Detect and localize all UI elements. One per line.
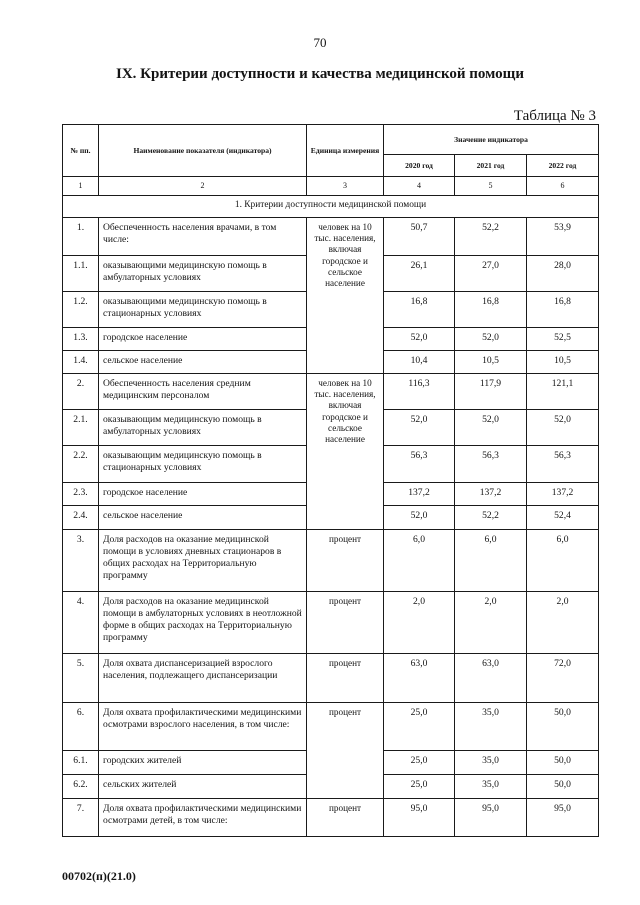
value-2022: 72,0 <box>527 654 599 703</box>
value-2021: 137,2 <box>455 483 527 506</box>
value-2020: 137,2 <box>384 483 455 506</box>
header-year-2020: 2020 год <box>384 155 455 177</box>
value-2021: 35,0 <box>455 775 527 799</box>
value-2020: 25,0 <box>384 775 455 799</box>
table-row <box>63 218 599 256</box>
header-unit: Единица измерения <box>307 125 384 177</box>
indicator-name: Обеспеченность населения средним медицинским персоналом <box>99 374 307 410</box>
value-2020: 16,8 <box>384 292 455 328</box>
value-2020: 116,3 <box>384 374 455 410</box>
row-number: 2.1. <box>63 410 99 446</box>
value-2020: 10,4 <box>384 351 455 374</box>
value-2021: 27,0 <box>455 256 527 292</box>
value-2021: 95,0 <box>455 799 527 837</box>
indicator-name: Доля расходов на оказание медицинской помощи в амбулаторных условиях в неотложной форме в общих расходах на Территориальную программу <box>99 592 307 654</box>
indicator-name: оказывающими медицинскую помощь в стационарных условиях <box>99 292 307 328</box>
row-number: 6. <box>63 703 99 751</box>
value-2021: 35,0 <box>455 703 527 751</box>
indicator-name: городских жителей <box>99 751 307 775</box>
value-2022: 50,0 <box>527 775 599 799</box>
indicator-name: городское население <box>99 483 307 506</box>
table-row <box>63 530 599 592</box>
value-2020: 56,3 <box>384 446 455 483</box>
row-number: 1.2. <box>63 292 99 328</box>
value-2020: 52,0 <box>384 506 455 530</box>
row-number: 6.2. <box>63 775 99 799</box>
value-2022: 53,9 <box>527 218 599 256</box>
table-row <box>63 703 599 751</box>
unit-cell: процент <box>307 703 384 799</box>
row-number: 1.3. <box>63 328 99 351</box>
row-number: 5. <box>63 654 99 703</box>
indicator-name: оказывающими медицинскую помощь в амбулаторных условиях <box>99 256 307 292</box>
value-2022: 2,0 <box>527 592 599 654</box>
indicators-table <box>62 124 599 837</box>
row-number: 3. <box>63 530 99 592</box>
column-number: 2 <box>99 177 307 196</box>
footer-document-code: 00702(п)(21.0) <box>62 869 136 883</box>
table-caption: Таблица № 3 <box>513 108 596 124</box>
unit-cell: процент <box>307 799 384 837</box>
indicator-name: оказывающим медицинскую помощь в стационарных условиях <box>99 446 307 483</box>
section-row-label: 1. Критерии доступности медицинской помощи <box>63 196 599 218</box>
unit-cell: процент <box>307 654 384 703</box>
column-number: 6 <box>527 177 599 196</box>
unit-cell: процент <box>307 530 384 592</box>
value-2022: 52,5 <box>527 328 599 351</box>
value-2022: 52,0 <box>527 410 599 446</box>
page-number: 70 <box>313 35 327 50</box>
value-2020: 6,0 <box>384 530 455 592</box>
row-number: 2. <box>63 374 99 410</box>
indicator-name: городское население <box>99 328 307 351</box>
indicator-name: сельское население <box>99 506 307 530</box>
header-year-2022: 2022 год <box>527 155 599 177</box>
row-number: 7. <box>63 799 99 837</box>
value-2021: 10,5 <box>455 351 527 374</box>
column-number: 5 <box>455 177 527 196</box>
row-number: 1.4. <box>63 351 99 374</box>
value-2022: 52,4 <box>527 506 599 530</box>
value-2021: 35,0 <box>455 751 527 775</box>
value-2022: 50,0 <box>527 751 599 775</box>
indicator-name: Доля охвата профилактическими медицинскими осмотрами детей, в том числе: <box>99 799 307 837</box>
value-2021: 6,0 <box>455 530 527 592</box>
header-name: Наименование показателя (индикатора) <box>99 125 307 177</box>
value-2020: 25,0 <box>384 751 455 775</box>
indicator-name: Доля расходов на оказание медицинской помощи в условиях дневных стационаров в общих расходах на Территориальную программу <box>99 530 307 592</box>
unit-cell: процент <box>307 592 384 654</box>
table-row <box>63 799 599 837</box>
row-number: 1.1. <box>63 256 99 292</box>
row-number: 4. <box>63 592 99 654</box>
value-2021: 63,0 <box>455 654 527 703</box>
indicator-name: сельское население <box>99 351 307 374</box>
value-2021: 52,0 <box>455 410 527 446</box>
table-row <box>63 592 599 654</box>
value-2022: 10,5 <box>527 351 599 374</box>
section-row <box>63 196 599 218</box>
value-2020: 95,0 <box>384 799 455 837</box>
indicator-name: оказывающим медицинскую помощь в амбулаторных условиях <box>99 410 307 446</box>
column-number-row <box>63 177 599 196</box>
value-2020: 52,0 <box>384 410 455 446</box>
unit-cell: человек на 10 тыс. населения, включая городское и сельское население <box>307 374 384 530</box>
value-2020: 50,7 <box>384 218 455 256</box>
column-number: 1 <box>63 177 99 196</box>
value-2020: 25,0 <box>384 703 455 751</box>
value-2022: 28,0 <box>527 256 599 292</box>
row-number: 2.4. <box>63 506 99 530</box>
column-number: 3 <box>307 177 384 196</box>
value-2022: 56,3 <box>527 446 599 483</box>
row-number: 1. <box>63 218 99 256</box>
indicator-name: Доля охвата профилактическими медицинскими осмотрами взрослого населения, в том числе: <box>99 703 307 751</box>
table-row <box>63 654 599 703</box>
value-2020: 26,1 <box>384 256 455 292</box>
value-2021: 52,0 <box>455 328 527 351</box>
value-2021: 52,2 <box>455 218 527 256</box>
section-title: IX. Критерии доступности и качества медицинской помощи <box>116 66 524 82</box>
header-year-2021: 2021 год <box>455 155 527 177</box>
value-2022: 6,0 <box>527 530 599 592</box>
row-number: 2.2. <box>63 446 99 483</box>
row-number: 2.3. <box>63 483 99 506</box>
value-2022: 16,8 <box>527 292 599 328</box>
value-2022: 50,0 <box>527 703 599 751</box>
row-number: 6.1. <box>63 751 99 775</box>
value-2021: 2,0 <box>455 592 527 654</box>
value-2021: 117,9 <box>455 374 527 410</box>
unit-cell: человек на 10 тыс. населения, включая городское и сельское население <box>307 218 384 374</box>
value-2022: 95,0 <box>527 799 599 837</box>
header-value: Значение индикатора <box>384 125 599 155</box>
indicator-name: Обеспеченность населения врачами, в том числе: <box>99 218 307 256</box>
indicator-name: сельских жителей <box>99 775 307 799</box>
value-2020: 63,0 <box>384 654 455 703</box>
value-2022: 121,1 <box>527 374 599 410</box>
header-num: № пп. <box>63 125 99 177</box>
value-2020: 2,0 <box>384 592 455 654</box>
value-2021: 16,8 <box>455 292 527 328</box>
value-2021: 56,3 <box>455 446 527 483</box>
table-row <box>63 374 599 410</box>
value-2020: 52,0 <box>384 328 455 351</box>
indicator-name: Доля охвата диспансеризацией взрослого населения, подлежащего диспансеризации <box>99 654 307 703</box>
value-2021: 52,2 <box>455 506 527 530</box>
value-2022: 137,2 <box>527 483 599 506</box>
column-number: 4 <box>384 177 455 196</box>
